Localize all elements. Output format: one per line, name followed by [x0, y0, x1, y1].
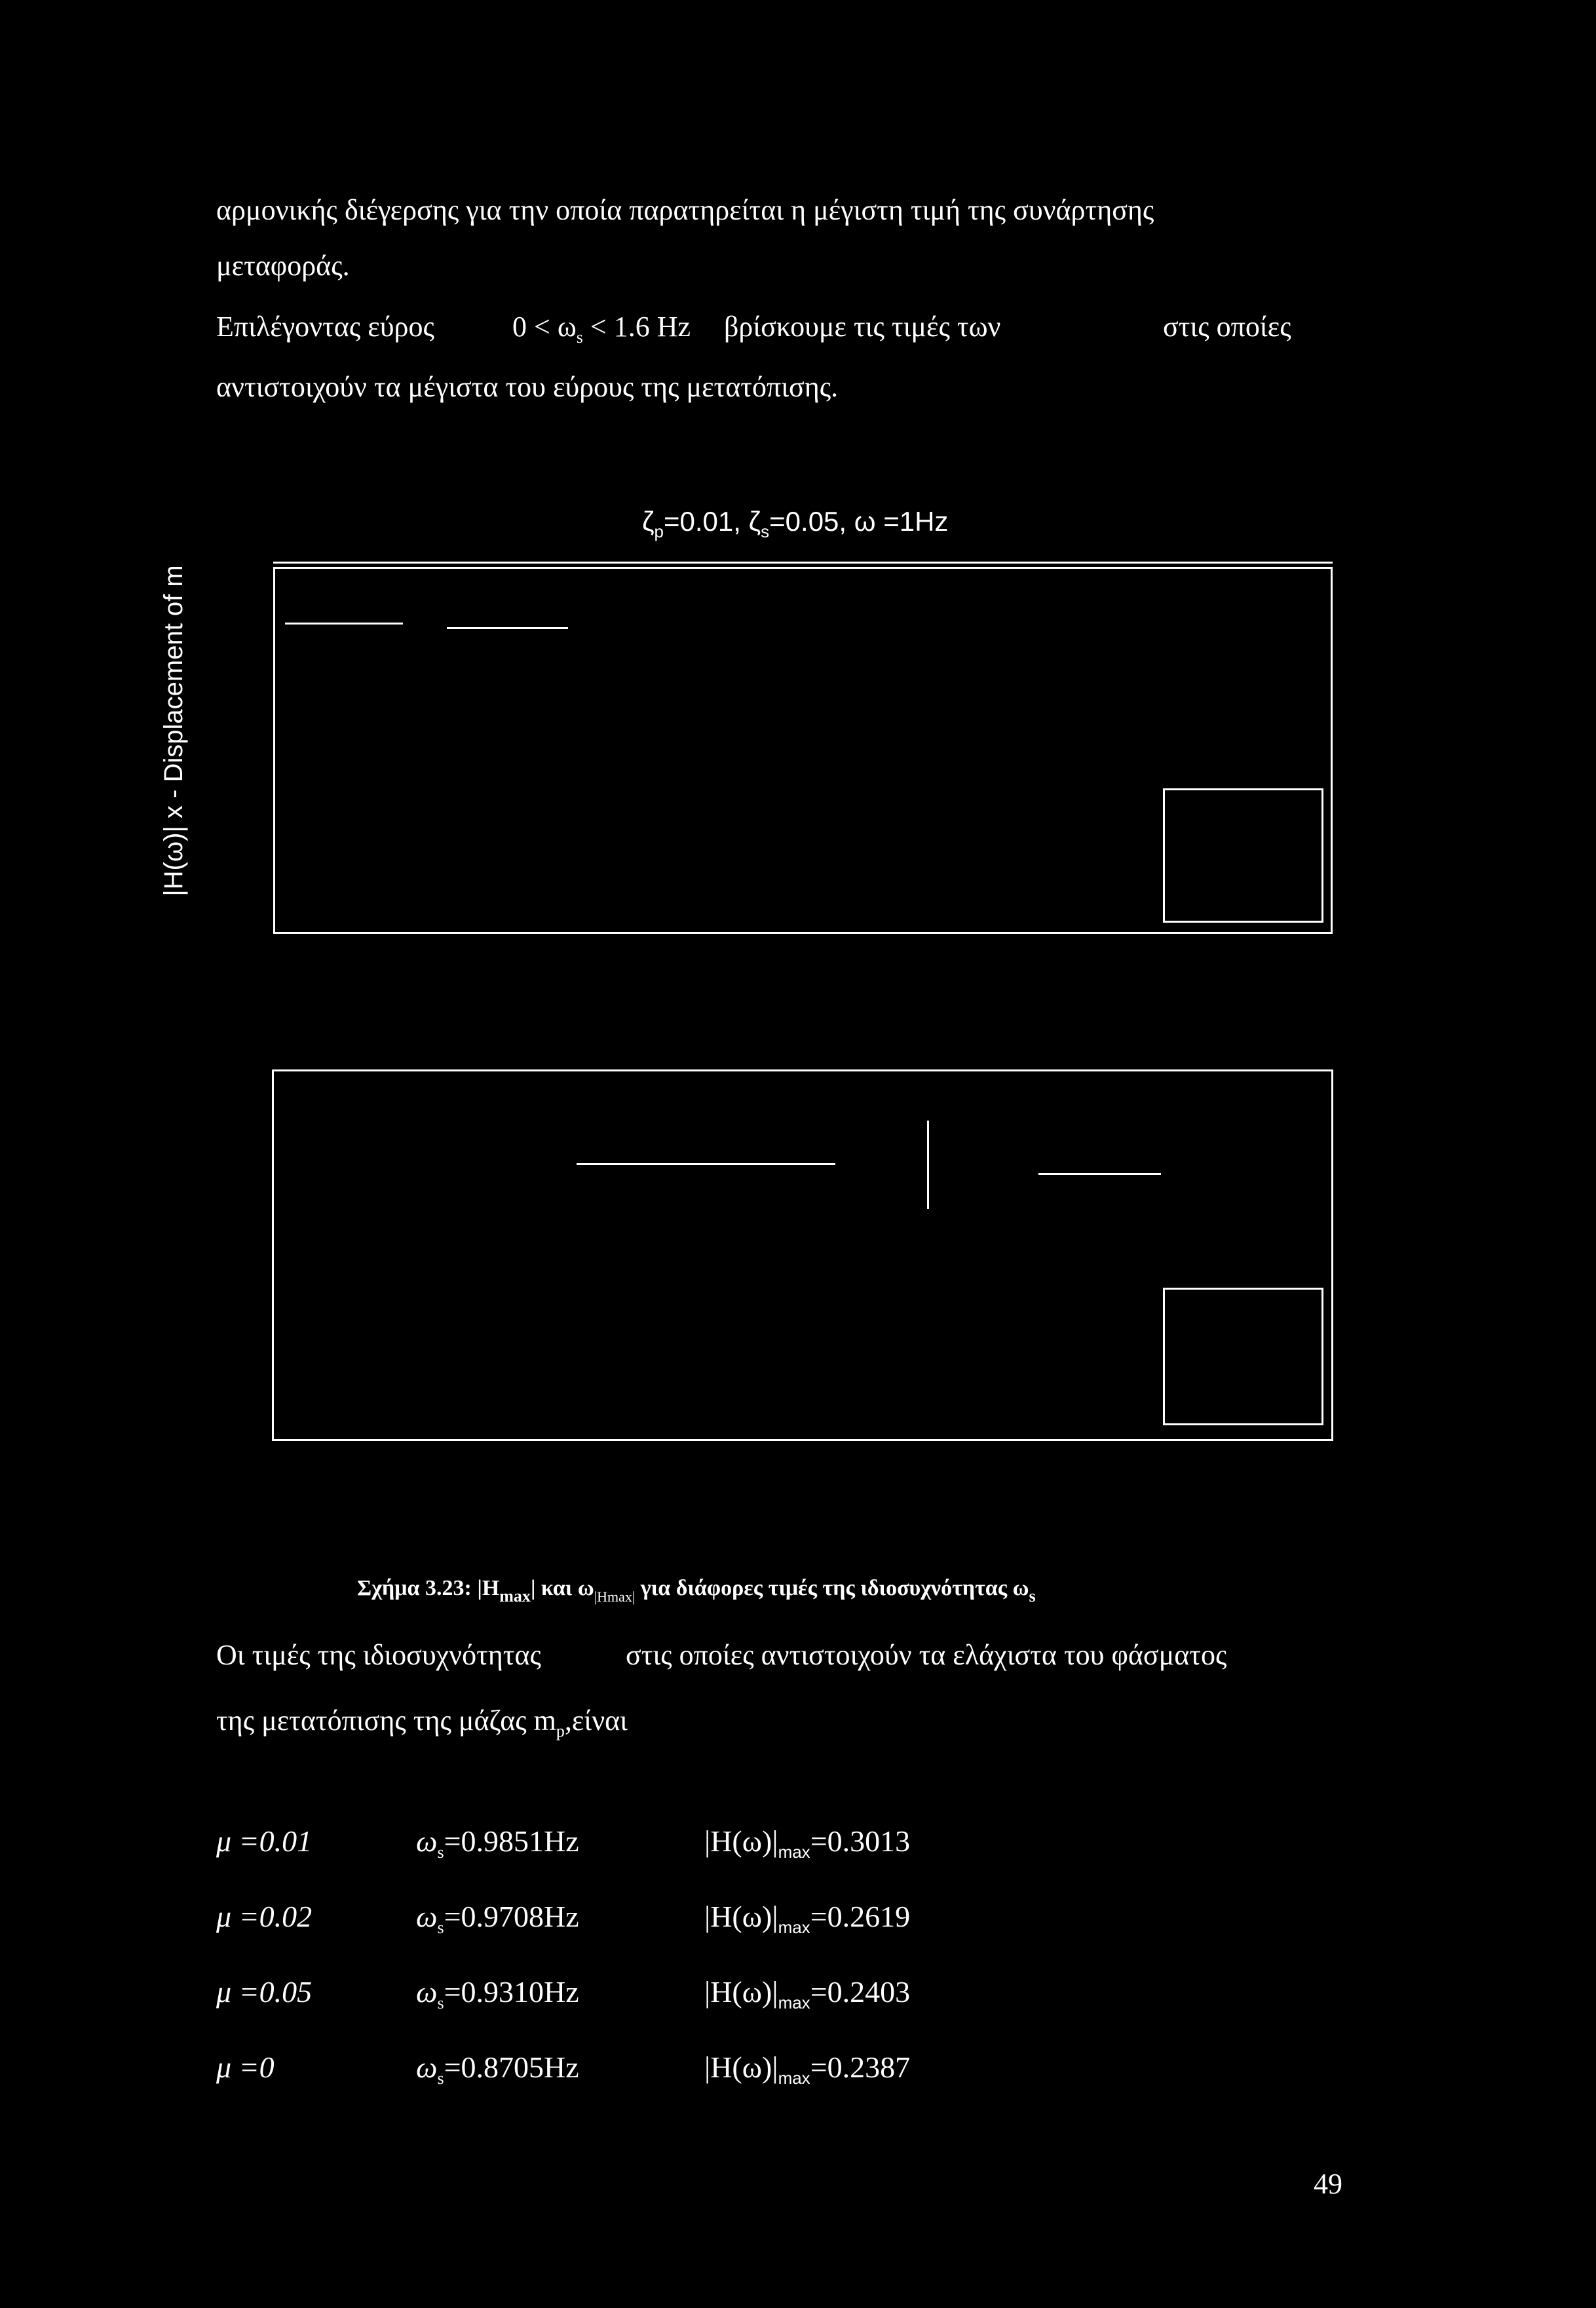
result-h: $|H(\omega)|_{max}=0.2387$: [704, 2050, 911, 2088]
intro-range: $0 < \omega_s < 1.6$ Hz: [512, 311, 691, 347]
figure-title: $\zeta_p=0.01$, $\zeta_s=0.05$, ω =1Hz: [642, 506, 949, 541]
figure-caption: Σχήμα 3.23: $|H_{max}|$ και $\omega_{|Hmax|}$ για διάφορες τιμές της ιδιοσυχνότητας $\omega_s$: [357, 1576, 1036, 1606]
top-legend-box: [1163, 788, 1323, 923]
intro-line-2: μεταφοράς.: [216, 250, 350, 282]
y-axis-label: |H(ω)| x - Displacement of m: [159, 565, 188, 896]
result-ws: $\omega_s=0.9310Hz$: [416, 1975, 579, 2012]
result-h: $|H(\omega)|_{max}=0.3013$: [704, 1824, 911, 1862]
bottom-series-spike: [927, 1121, 929, 1209]
intro-line-1: αρμονικής διέγερσης για την οποία παρατηρείται η μέγιστη τιμή της συνάρτησης: [216, 194, 1154, 226]
result-ws: $\omega_s=0.9708Hz$: [416, 1900, 579, 1937]
after-line-2: της μετατόπισης της μάζας $m_p,\varepsilon ί\nu\alpha\iota$: [216, 1704, 628, 1741]
page-number: 49: [1314, 2168, 1342, 2200]
result-ws: $\omega_s=0.8705Hz$: [416, 2050, 579, 2088]
top-series-line-2: [447, 627, 568, 629]
bottom-series-line-1: [577, 1163, 835, 1165]
result-mu: μ =0.02: [216, 1900, 313, 1933]
top-series-line-1: [285, 623, 403, 625]
top-panel-outer-top: [273, 562, 1333, 564]
result-ws: $\omega_s=0.9851Hz$: [416, 1824, 579, 1862]
result-h: $|H(\omega)|_{max}=0.2403$: [704, 1975, 911, 2012]
result-mu: μ =0.01: [216, 1824, 313, 1858]
bottom-legend-box: [1163, 1288, 1323, 1425]
result-mu: μ =0.05: [216, 1975, 313, 2009]
after-line-1b: στις οποίες αντιστοιχούν τα ελάχιστα του φάσματος: [626, 1639, 1227, 1671]
intro-line-3a: Επιλέγοντας εύρος: [216, 311, 434, 343]
bottom-series-line-2: [1038, 1173, 1161, 1175]
after-line-1a: Οι τιμές της ιδιοσυχνότητας: [216, 1639, 541, 1671]
intro-line-3c: στις οποίες: [1163, 311, 1291, 343]
result-h: $|H(\omega)|_{max}=0.2619$: [704, 1900, 911, 1937]
result-mu: μ =0: [216, 2050, 275, 2084]
intro-line-3b: βρίσκουμε τις τιμές των: [724, 311, 1001, 343]
intro-line-4: αντιστοιχούν τα μέγιστα του εύρους της μετατόπισης.: [216, 371, 839, 403]
